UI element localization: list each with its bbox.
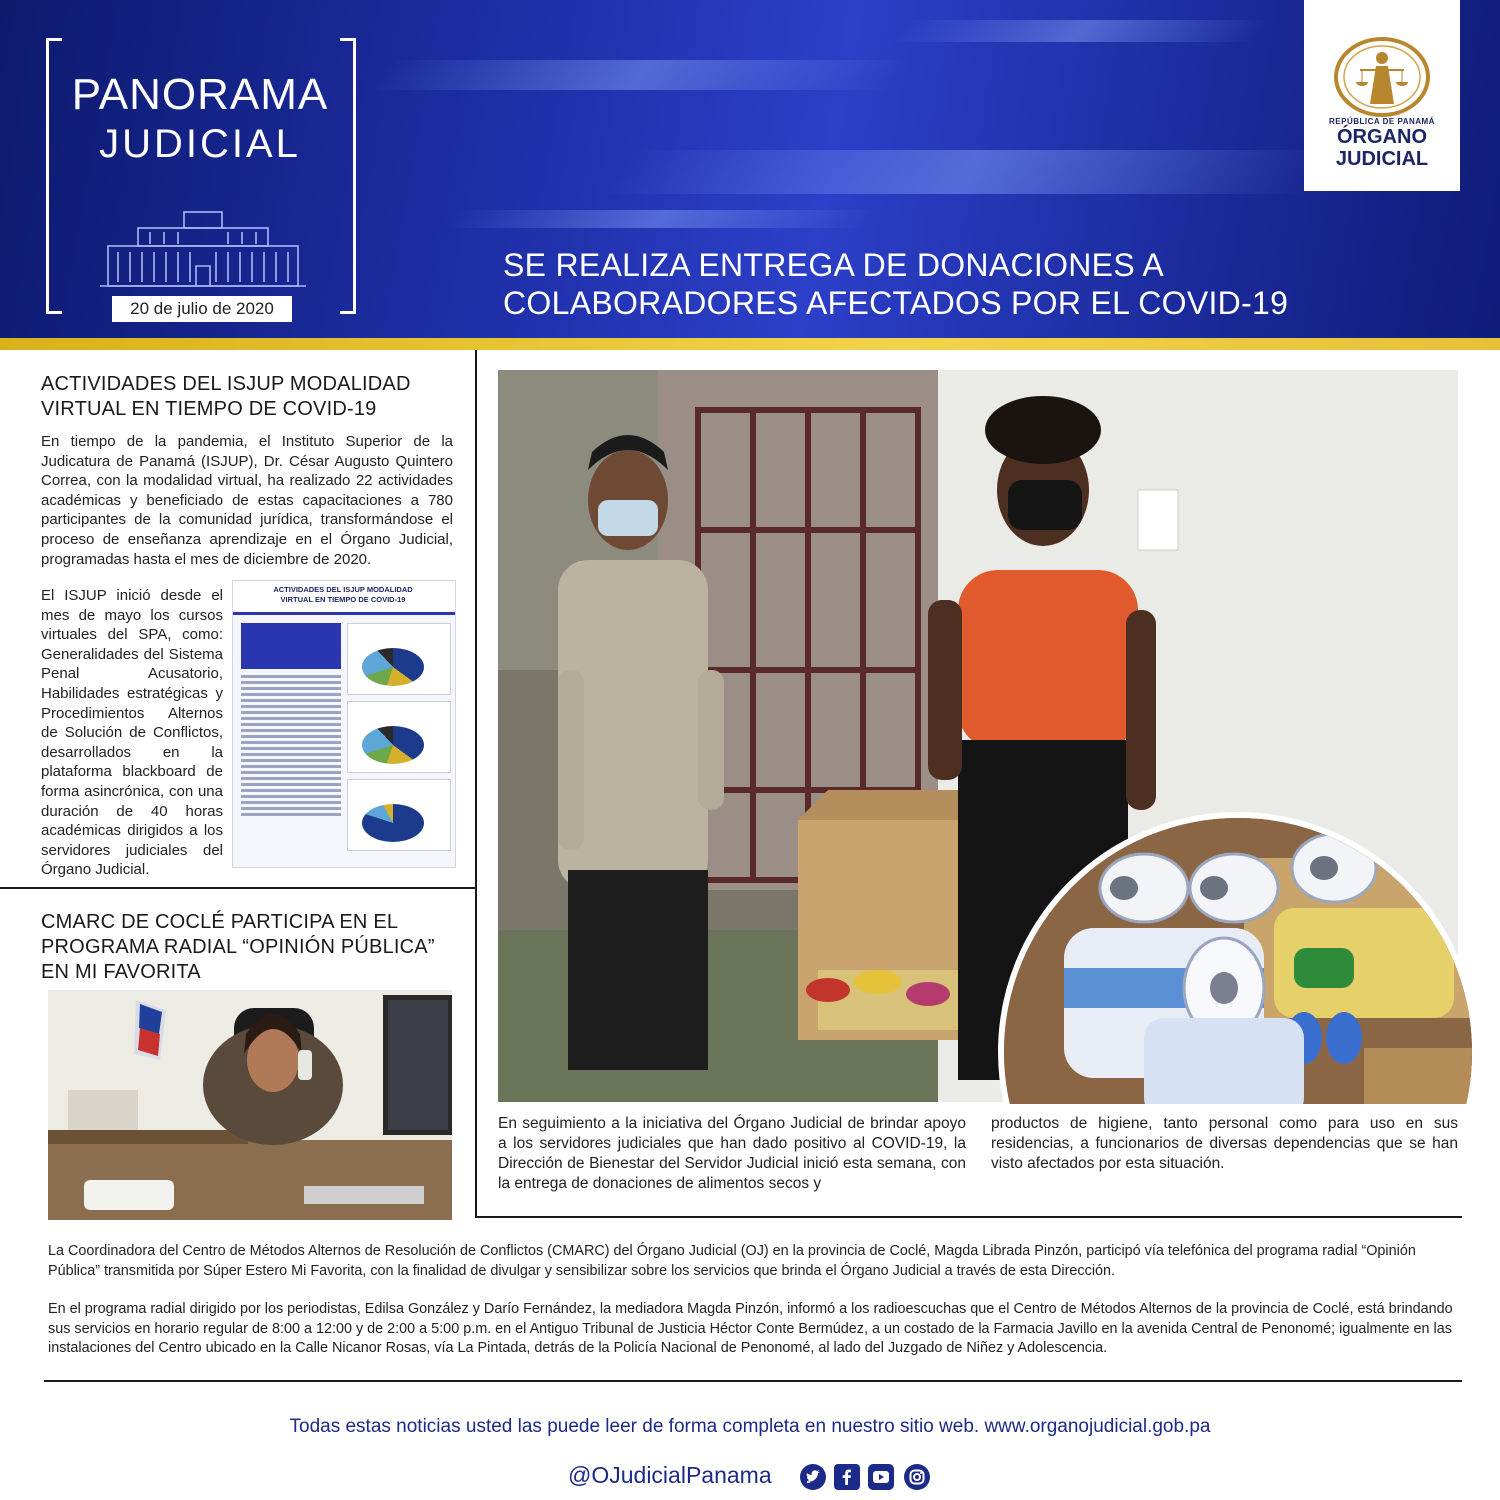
brand-bracket-right <box>340 38 356 314</box>
isjup-article-paragraph-2: El ISJUP inició desde el mes de mayo los cursos virtuales del SPA, como: Generalidades del Sistema Penal Acusatorio, Habilidades estratégicas y Procedimientos Alternos de Solución de Conflictos, desarrollados en la plataforma blackboard de forma asincrónica, con una duración de 40 horas académicas dirigidos a los servidores judiciales del Órgano Judicial. <box>41 587 223 879</box>
footer-divider <box>44 1380 1462 1382</box>
section-divider <box>0 887 475 889</box>
social-handle[interactable]: @OJudicialPanama <box>568 1462 772 1488</box>
column-divider <box>475 350 477 1218</box>
gold-divider-strip <box>0 338 1500 350</box>
main-headline: SE REALIZA ENTREGA DE DONACIONES A COLABORADORES AFECTADOS POR EL COVID-19 <box>503 247 1289 321</box>
cmarc-photo-woman-on-phone <box>48 990 452 1220</box>
brand-title-judicial: JUDICIAL <box>99 122 301 166</box>
organo-judicial-logo <box>1304 0 1460 191</box>
main-article-column-2: productos de higiene, tanto personal como para uso en sus residencias, a funcionarios de diversas dependencias que se han visto afectados por esta situación. <box>991 1115 1458 1172</box>
logo-republic-label: REPÚBLICA DE PANAMÁ <box>1329 117 1435 126</box>
logo-organo-label: ÓRGANO <box>1337 126 1427 148</box>
isjup-infographic-thumbnail <box>232 580 456 868</box>
justice-emblem-icon <box>1332 36 1432 118</box>
brand-title-panorama: PANORAMA <box>71 70 329 119</box>
cmarc-article-paragraph-2: En el programa radial dirigido por los periodistas, Edilsa González y Darío Fernández, la mediadora Magda Pinzón, informó a los radioescuchas que el Centro de Métodos Alternos de la provincia de Coclé, está brindando sus servicios en horario regular de 8:00 a 12:00 y de 2:00 a 5:00 p.m. en el Antiguo Tribunal de Justicia Héctor Conte Bermúdez, a un costado de la Farmacia Javillo en la avenida Central de Penonomé; igualmente en las instalaciones del Centro ubicado en la Calle Nicanor Rosas, vía La Pintada, detrás de la Policía Nacional de Penonomé, al lado del Juzgado de Niñez y Adolescencia. <box>48 1301 1453 1356</box>
twitter-icon[interactable] <box>800 1464 826 1490</box>
footer-website-note: Todas estas noticias usted las puede leer de forma completa en nuestro sitio web. www.organojudicial.gob.pa <box>289 1416 1211 1437</box>
main-article-column-1: En seguimiento a la iniciativa del Órgano Judicial de brindar apoyo a los servidores judiciales que han dado positivo al COVID-19, la Dirección de Bienestar del Servidor Judicial inició esta semana, con la entrega de donaciones de alimentos secos y <box>498 1115 966 1192</box>
facebook-icon[interactable] <box>834 1464 860 1490</box>
cmarc-article-paragraph-1: La Coordinadora del Centro de Métodos Alternos de Resolución de Conflictos (CMARC) del Órgano Judicial (OJ) en la provincia de Coclé, Magda Librada Pinzón, participó vía telefónica del programa radial “Opinión Pública” transmitida por Súper Estero Mi Favorita, con la finalidad de divulgar y sensibilizar sobre los servicios que brinda el Órgano Judicial a través de esta Dirección. <box>48 1243 1416 1279</box>
header-banner <box>0 0 1500 338</box>
infographic-title: ACTIVIDADES DEL ISJUP MODALIDAD VIRTUAL EN TIEMPO DE COVID-19 <box>273 585 413 604</box>
courthouse-illustration <box>98 208 308 290</box>
hygiene-products-inset-photo <box>998 812 1478 1104</box>
issue-date: 20 de julio de 2020 <box>112 296 292 322</box>
youtube-icon[interactable] <box>868 1464 894 1490</box>
main-bottom-divider <box>475 1216 1462 1218</box>
logo-judicial-label: JUDICIAL <box>1335 148 1429 170</box>
isjup-article-paragraph-1: En tiempo de la pandemia, el Instituto Superior de la Judicatura de Panamá (ISJUP), Dr. César Augusto Quintero Correa, con la modalidad virtual, ha realizado 22 actividades académicas y beneficiado de estas capacitaciones a 780 participantes de la comunidad jurídica, transformándose el proceso de enseñanza aprendizaje en el Órgano Judicial, programadas hasta el mes de diciembre de 2020. <box>41 433 453 568</box>
instagram-icon[interactable] <box>904 1464 930 1490</box>
cmarc-article-title: CMARC DE COCLÉ PARTICIPA EN EL PROGRAMA RADIAL “OPINIÓN PÚBLICA” EN MI FAVORITA <box>41 911 435 983</box>
isjup-article-title: ACTIVIDADES DEL ISJUP MODALIDAD VIRTUAL EN TIEMPO DE COVID-19 <box>41 373 411 420</box>
